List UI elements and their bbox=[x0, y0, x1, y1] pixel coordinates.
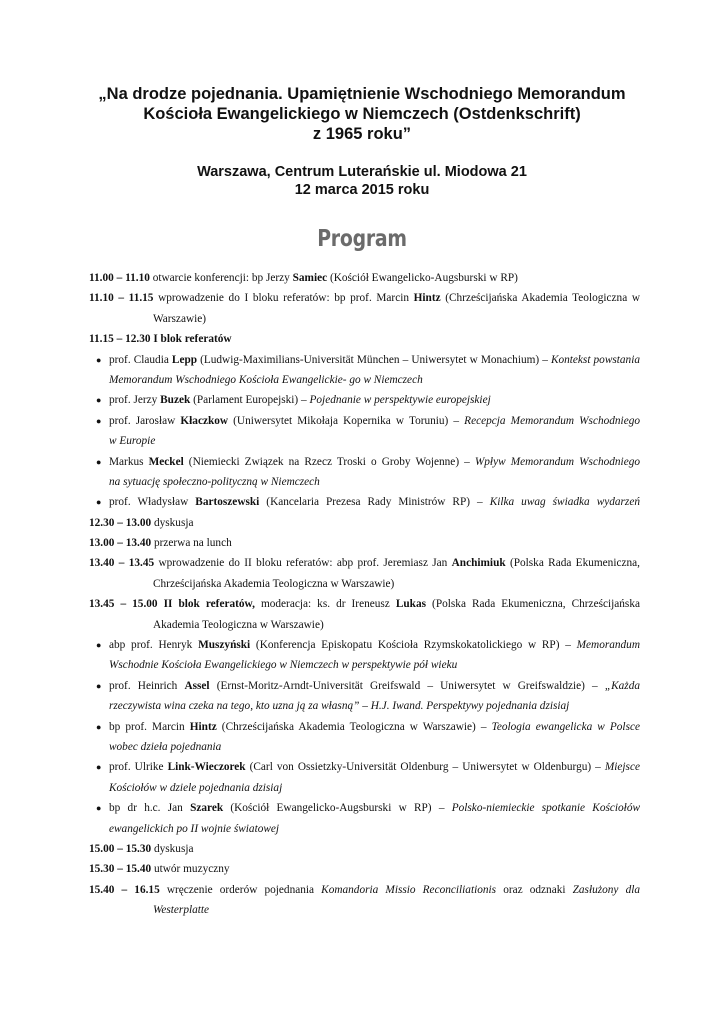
talk-item bbox=[89, 350, 640, 370]
schedule-item bbox=[89, 288, 640, 308]
speaker-name: Lepp bbox=[171, 353, 198, 366]
talk-title: w Europie bbox=[109, 435, 156, 448]
title-line-1: „Na drodze pojednania. Upamiętnienie Wschodniego Memorandum bbox=[98, 85, 626, 103]
block-header bbox=[89, 329, 640, 349]
schedule-item-continuation: Warszawie) bbox=[153, 312, 207, 325]
date-text: 12 marca 2015 roku bbox=[294, 181, 430, 198]
bullet-icon: ● bbox=[96, 680, 102, 691]
item-text: (Polska Rada Ekumeniczna, bbox=[505, 557, 640, 570]
venue-text: Warszawa, Centrum Luterańskie ul. Miodowa 21 bbox=[197, 164, 527, 180]
item-text: (Polska Rada Ekumeniczna, Chrześcijańska bbox=[426, 598, 640, 611]
item-text: wręczenie orderów pojednania bbox=[159, 883, 322, 896]
speaker-name: Hintz bbox=[413, 292, 441, 305]
time-range: 11.10 – 11.15 bbox=[89, 292, 154, 305]
talk-title: Memorandum Wschodniego Kościoła Ewangelickie- go w Niemczech bbox=[109, 373, 423, 386]
schedule-item bbox=[89, 880, 640, 900]
item-text: (Niemiecki Związek na Rzecz Troski o Groby Wojenne) – bbox=[183, 455, 475, 468]
item-text: (Uniwersytet Mikołaja Kopernika w Toruniu) – bbox=[228, 414, 465, 427]
schedule-item bbox=[89, 553, 640, 573]
bullet-icon: ● bbox=[96, 354, 102, 365]
talk-item bbox=[89, 390, 640, 410]
time-range: 11.00 – 11.10 bbox=[89, 272, 150, 284]
speaker-name: Samiec bbox=[292, 272, 328, 284]
item-text: prof. Ulrike bbox=[109, 761, 168, 774]
bullet-icon: ● bbox=[96, 803, 102, 814]
schedule-item-continuation bbox=[89, 900, 640, 920]
item-text: prof. Heinrich bbox=[109, 679, 185, 692]
time-range: 15.30 – 15.40 bbox=[89, 863, 152, 876]
item-text: (Ludwig-Maximilians-Universität München – Uniwersytet w Monachium) – bbox=[197, 353, 551, 366]
time-range: 15.40 – 16.15 bbox=[89, 883, 160, 896]
speaker-name: Bartoszewski bbox=[195, 496, 260, 509]
schedule-item bbox=[89, 533, 640, 553]
talk-title: na sytuację społeczno-polityczną w Niemczech bbox=[109, 475, 320, 488]
item-text: prof. Jerzy bbox=[109, 394, 161, 407]
talk-item-continuation bbox=[89, 778, 640, 798]
talk-item-continuation bbox=[89, 370, 640, 390]
talk-title: Polsko-niemieckie spotkanie Kościołów bbox=[451, 802, 641, 815]
time-range: 15.00 – 15.30 bbox=[89, 842, 152, 855]
item-text: (Carl von Ossietzky-Universität Oldenburg – Uniwersytet w Oldenburgu) – bbox=[245, 761, 605, 774]
bullet-icon: ● bbox=[96, 762, 102, 773]
talk-item bbox=[89, 798, 640, 818]
time-range: 12.30 – 13.00 bbox=[89, 516, 152, 529]
talk-title: Memorandum bbox=[576, 639, 640, 652]
talk-item-continuation bbox=[89, 737, 640, 757]
item-text: abp prof. Henryk bbox=[109, 639, 199, 652]
talk-title: Pojednanie w perspektywie europejskiej bbox=[309, 394, 491, 407]
speaker-name: Meckel bbox=[148, 455, 184, 468]
item-text: bp prof. Marcin bbox=[109, 720, 190, 733]
talk-item bbox=[89, 635, 640, 655]
item-text: (Kościół Ewangelicko-Augsburski w RP) bbox=[327, 272, 518, 284]
talk-title: Recepcja Memorandum Wschodniego bbox=[464, 414, 640, 427]
schedule-item bbox=[89, 513, 640, 533]
item-text: (Kancelaria Prezesa Rady Ministrów RP) – bbox=[259, 496, 490, 509]
item-text: moderacja: ks. dr Ireneusz bbox=[254, 598, 396, 611]
talk-title: Kontekst powstania bbox=[550, 353, 640, 366]
block-title: I blok referatów bbox=[150, 333, 232, 346]
bullet-icon: ● bbox=[96, 497, 102, 508]
talk-title: Wschodnie Kościoła Ewangelickiego w Niemczech w perspektywie pół wieku bbox=[109, 659, 458, 672]
award-name: Westerplatte bbox=[153, 904, 210, 917]
talk-item-continuation bbox=[89, 819, 640, 839]
talk-title: rzeczywista wina czeka na tego, kto uzna ją za własną” – H.J. Iwand. Perspektywy pojednania dzisiaj bbox=[109, 700, 570, 713]
talk-item-continuation bbox=[89, 472, 640, 492]
program-heading: Program bbox=[317, 226, 407, 252]
talk-item-continuation bbox=[89, 431, 640, 451]
schedule-item bbox=[89, 839, 640, 859]
speaker-name: Link-Wieczorek bbox=[167, 761, 246, 774]
speaker-name: Szarek bbox=[190, 802, 224, 815]
talk-item bbox=[89, 411, 640, 431]
schedule-item-continuation: Chrześcijańska Akademia Teologiczna w Warszawie) bbox=[153, 577, 395, 590]
bullet-icon: ● bbox=[96, 640, 102, 651]
title-line-3: z 1965 roku” bbox=[312, 125, 412, 143]
speaker-name: Anchimiuk bbox=[451, 557, 506, 570]
item-text: utwór muzyczny bbox=[151, 863, 230, 876]
item-text: (Chrześcijańska Akademia Teologiczna w Warszawie) – bbox=[216, 720, 492, 733]
item-text: otwarcie konferencji: bp Jerzy bbox=[149, 272, 293, 284]
speaker-name: Assel bbox=[184, 679, 210, 692]
item-text: dyskusja bbox=[151, 842, 194, 855]
item-text: prof. Władysław bbox=[109, 496, 196, 509]
talk-item bbox=[89, 757, 640, 777]
item-text: (Parlament Europejski) – bbox=[190, 394, 310, 407]
bullet-icon: ● bbox=[96, 415, 102, 426]
item-text: dyskusja bbox=[151, 516, 194, 529]
bullet-icon: ● bbox=[96, 721, 102, 732]
talk-item bbox=[89, 492, 640, 512]
item-text: prof. Claudia bbox=[109, 353, 172, 366]
item-text: wprowadzenie do II bloku referatów: abp prof. Jeremiasz Jan bbox=[154, 557, 452, 570]
talk-title: ewangelickich po II wojnie światowej bbox=[109, 822, 280, 835]
item-text: (Kościół Ewangelicko-Augsburski w RP) – bbox=[223, 802, 452, 815]
talk-title: Teologia ewangelicka w Polsce bbox=[491, 720, 640, 733]
schedule-item-continuation: Akademia Teologiczna w Warszawie) bbox=[153, 618, 324, 631]
time-range: 11.15 – 12.30 bbox=[89, 333, 151, 346]
bullet-icon: ● bbox=[96, 456, 102, 467]
title-line-2: Kościoła Ewangelickiego w Niemczech (Ostdenkschrift) bbox=[143, 105, 581, 123]
block-title: II blok referatów, bbox=[157, 598, 255, 611]
item-text: bp dr h.c. Jan bbox=[109, 802, 191, 815]
talk-item bbox=[89, 717, 640, 737]
talk-title: Kościołów w dziele pojednania dzisiaj bbox=[109, 781, 283, 794]
venue-block bbox=[60, 164, 664, 199]
time-range: 13.00 – 13.40 bbox=[89, 537, 152, 550]
schedule-item bbox=[89, 268, 640, 288]
talk-title: wobec dzieła pojednania bbox=[109, 740, 222, 753]
talk-item bbox=[89, 676, 640, 696]
time-range: 13.40 – 13.45 bbox=[89, 557, 155, 570]
talk-title: Wpływ Memorandum Wschodniego bbox=[474, 455, 641, 468]
speaker-name: Lukas bbox=[395, 598, 427, 611]
block-header bbox=[89, 594, 640, 614]
item-text: prof. Jarosław bbox=[109, 414, 181, 427]
item-text: oraz odznaki bbox=[496, 883, 573, 896]
item-text: wprowadzenie do I bloku referatów: bp prof. Marcin bbox=[153, 292, 414, 305]
time-range: 13.45 – 15.00 bbox=[89, 598, 158, 611]
schedule-item bbox=[89, 859, 640, 879]
item-text: (Ernst-Moritz-Arndt-Universität Greifswald – Uniwersytet w Greifswaldzie) – bbox=[209, 679, 605, 692]
talk-item bbox=[89, 452, 640, 472]
item-text: Markus bbox=[109, 455, 149, 468]
bullet-icon: ● bbox=[96, 395, 102, 406]
speaker-name: Hintz bbox=[189, 720, 217, 733]
talk-title: „Każda bbox=[604, 679, 640, 692]
speaker-name: Kłaczkow bbox=[180, 414, 229, 427]
schedule bbox=[89, 268, 640, 921]
document-title bbox=[60, 84, 664, 144]
talk-item-continuation bbox=[89, 696, 640, 716]
speaker-name: Buzek bbox=[160, 394, 191, 407]
item-text: przerwa na lunch bbox=[151, 537, 232, 550]
talk-title: Miejsce bbox=[604, 761, 640, 774]
award-name: Zasłużony dla bbox=[572, 883, 640, 896]
item-text: (Konferencja Episkopatu Kościoła Rzymskokatolickiego w RP) – bbox=[250, 639, 577, 652]
talk-item-continuation bbox=[89, 655, 640, 675]
talk-title: Kilka uwag świadka wydarzeń bbox=[489, 496, 640, 509]
speaker-name: Muszyński bbox=[198, 639, 251, 652]
item-text: (Chrześcijańska Akademia Teologiczna w bbox=[440, 292, 640, 305]
award-name: Komandoria Missio Reconciliationis bbox=[321, 883, 497, 896]
